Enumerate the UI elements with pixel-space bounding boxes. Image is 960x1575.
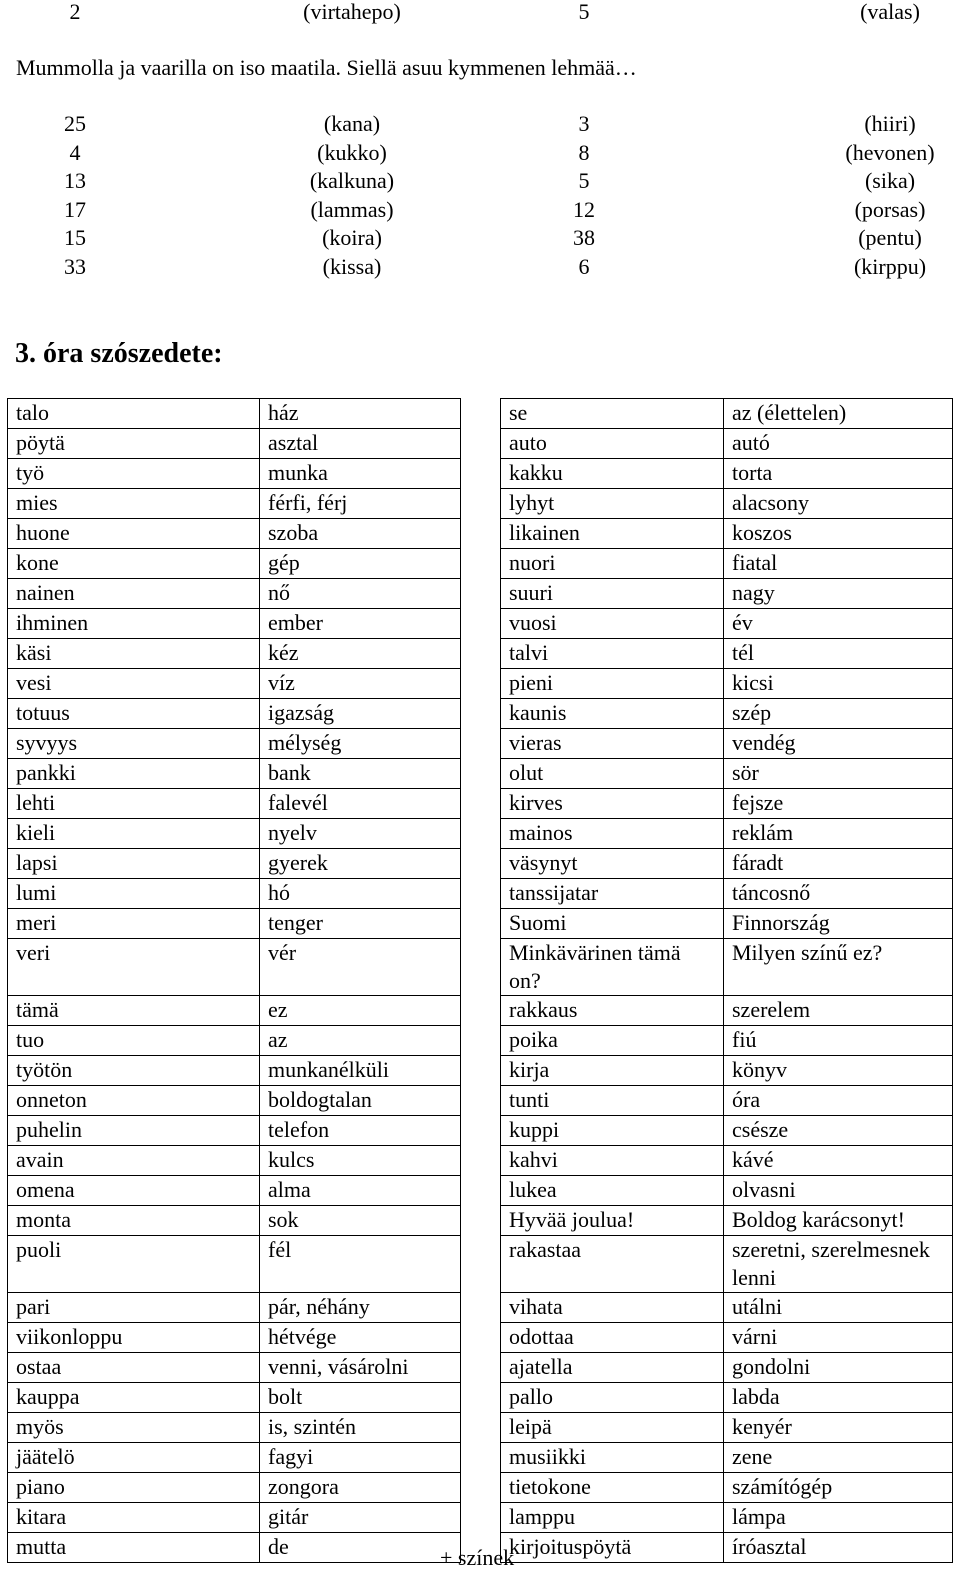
vocab-row [8, 669, 461, 699]
finnish-word: kirja [501, 1056, 724, 1086]
vocab-row [8, 429, 461, 459]
vocab-row [501, 1056, 953, 1086]
finnish-word: puhelin [8, 1116, 260, 1146]
vocab-table-right [500, 398, 953, 1563]
finnish-word: lehti [8, 789, 260, 819]
finnish-word: nuori [501, 549, 724, 579]
finnish-word: Hyvää joulua! [501, 1206, 724, 1236]
vocab-row [501, 789, 953, 819]
hungarian-word: hétvége [260, 1323, 461, 1353]
finnish-word: odottaa [501, 1323, 724, 1353]
hungarian-word: szoba [260, 519, 461, 549]
animal-word: (kana) [323, 111, 381, 136]
finnish-word: poika [501, 1026, 724, 1056]
vocab-row [501, 609, 953, 639]
hungarian-word: szép [724, 699, 953, 729]
count-number: 5 [578, 168, 590, 193]
hungarian-word: sör [724, 759, 953, 789]
vocab-row [8, 579, 461, 609]
animal-word: (hiiri) [864, 111, 916, 136]
hungarian-word: bank [260, 759, 461, 789]
finnish-word: piano [8, 1473, 260, 1503]
finnish-word: vesi [8, 669, 260, 699]
vocab-row [8, 699, 461, 729]
finnish-word: vuosi [501, 609, 724, 639]
hungarian-word: koszos [724, 519, 953, 549]
hungarian-word: vendég [724, 729, 953, 759]
vocab-row [501, 1503, 953, 1533]
footer-note: + színek [440, 1545, 515, 1570]
animal-count-row [0, 167, 960, 195]
hungarian-word: az (élettelen) [724, 399, 953, 429]
finnish-word: lumi [8, 879, 260, 909]
hungarian-word: boldogtalan [260, 1086, 461, 1116]
finnish-word: kone [8, 549, 260, 579]
count-number: 5 [578, 0, 590, 24]
finnish-word: se [501, 399, 724, 429]
vocab-row [8, 1473, 461, 1503]
hungarian-word: kulcs [260, 1146, 461, 1176]
finnish-word: syvyys [8, 729, 260, 759]
hungarian-word: igazság [260, 699, 461, 729]
finnish-word: talvi [501, 639, 724, 669]
hungarian-word: nagy [724, 579, 953, 609]
vocab-row [501, 759, 953, 789]
vocab-row [8, 1206, 461, 1236]
animal-word: (lammas) [310, 197, 394, 222]
hungarian-word: sok [260, 1206, 461, 1236]
vocab-row [8, 1353, 461, 1383]
count-number: 17 [64, 197, 86, 222]
vocab-row [8, 909, 461, 939]
hungarian-word: alma [260, 1176, 461, 1206]
animal-count-row [0, 110, 960, 138]
finnish-word: työtön [8, 1056, 260, 1086]
finnish-word: ihminen [8, 609, 260, 639]
finnish-word: mainos [501, 819, 724, 849]
finnish-word: suuri [501, 579, 724, 609]
finnish-word: tunti [501, 1086, 724, 1116]
finnish-word: rakastaa [501, 1236, 724, 1293]
finnish-word: puoli [8, 1236, 260, 1293]
hungarian-word: reklám [724, 819, 953, 849]
finnish-word: kauppa [8, 1383, 260, 1413]
vocab-row [501, 1146, 953, 1176]
finnish-word: veri [8, 939, 260, 996]
vocab-row [8, 1443, 461, 1473]
hungarian-word: gitár [260, 1503, 461, 1533]
hungarian-word: alacsony [724, 489, 953, 519]
vocab-row [501, 1086, 953, 1116]
vocab-row [501, 819, 953, 849]
finnish-word: musiikki [501, 1443, 724, 1473]
vocab-row [8, 759, 461, 789]
finnish-word: nainen [8, 579, 260, 609]
finnish-word: pankki [8, 759, 260, 789]
hungarian-word: nyelv [260, 819, 461, 849]
count-number: 15 [64, 225, 86, 250]
count-number: 6 [578, 254, 590, 279]
finnish-word: mutta [8, 1533, 260, 1563]
hungarian-word: zongora [260, 1473, 461, 1503]
finnish-word: auto [501, 429, 724, 459]
count-number: 13 [64, 168, 86, 193]
hungarian-word: is, szintén [260, 1413, 461, 1443]
hungarian-word: fejsze [724, 789, 953, 819]
hungarian-word: csésze [724, 1116, 953, 1146]
finnish-word: lukea [501, 1176, 724, 1206]
animal-word: (sika) [864, 168, 916, 193]
vocab-row [8, 1086, 461, 1116]
vocab-row [501, 579, 953, 609]
finnish-word: väsynyt [501, 849, 724, 879]
vocab-row [8, 729, 461, 759]
vocab-row [501, 489, 953, 519]
finnish-word: ajatella [501, 1353, 724, 1383]
finnish-word: huone [8, 519, 260, 549]
vocab-row [8, 399, 461, 429]
vocab-row [8, 789, 461, 819]
finnish-word: myös [8, 1413, 260, 1443]
hungarian-word: szerelem [724, 996, 953, 1026]
hungarian-word: tél [724, 639, 953, 669]
hungarian-word: nő [260, 579, 461, 609]
vocab-row [501, 1473, 953, 1503]
finnish-word: kitara [8, 1503, 260, 1533]
vocab-row [501, 399, 953, 429]
hungarian-word: ember [260, 609, 461, 639]
hungarian-word: munkanélküli [260, 1056, 461, 1086]
vocab-row [501, 669, 953, 699]
count-number: 4 [69, 140, 81, 165]
finnish-word: kirves [501, 789, 724, 819]
animal-count-row [0, 253, 960, 281]
hungarian-word: számítógép [724, 1473, 953, 1503]
vocab-row [501, 996, 953, 1026]
hungarian-word: ház [260, 399, 461, 429]
hungarian-word: munka [260, 459, 461, 489]
hungarian-word: fiú [724, 1026, 953, 1056]
vocab-row [8, 1176, 461, 1206]
animal-word: (hevonen) [845, 140, 935, 165]
hungarian-word: falevél [260, 789, 461, 819]
vocab-row [501, 1293, 953, 1323]
vocab-row [8, 489, 461, 519]
vocab-row [8, 549, 461, 579]
finnish-word: pallo [501, 1383, 724, 1413]
vocab-row [501, 699, 953, 729]
hungarian-word: táncosnő [724, 879, 953, 909]
vocab-row [501, 1116, 953, 1146]
finnish-word: vieras [501, 729, 724, 759]
count-number: 3 [578, 111, 590, 136]
finnish-word: kirjoituspöytä [501, 1533, 724, 1563]
animal-word: (valas) [860, 0, 920, 24]
animal-count-row [0, 224, 960, 252]
vocab-row [501, 1533, 953, 1563]
vocab-row [8, 1503, 461, 1533]
hungarian-word: pár, néhány [260, 1293, 461, 1323]
vocab-row [501, 519, 953, 549]
hungarian-word: víz [260, 669, 461, 699]
finnish-word: totuus [8, 699, 260, 729]
finnish-word: lyhyt [501, 489, 724, 519]
vocab-row [8, 1116, 461, 1146]
hungarian-word: gyerek [260, 849, 461, 879]
finnish-word: pöytä [8, 429, 260, 459]
hungarian-word: kicsi [724, 669, 953, 699]
count-number: 25 [64, 111, 86, 136]
finnish-word: onneton [8, 1086, 260, 1116]
vocab-row [501, 849, 953, 879]
vocab-row [501, 429, 953, 459]
hungarian-word: autó [724, 429, 953, 459]
vocab-row [8, 1323, 461, 1353]
hungarian-word: labda [724, 1383, 953, 1413]
hungarian-word: vér [260, 939, 461, 996]
vocab-row [8, 879, 461, 909]
animal-word: (kukko) [317, 140, 387, 165]
hungarian-word: férfi, férj [260, 489, 461, 519]
vocab-row [8, 1383, 461, 1413]
finnish-word: mies [8, 489, 260, 519]
finnish-word: ostaa [8, 1353, 260, 1383]
vocab-row [8, 1413, 461, 1443]
hungarian-word: Finnország [724, 909, 953, 939]
hungarian-word: tenger [260, 909, 461, 939]
hungarian-word: utálni [724, 1293, 953, 1323]
finnish-word: käsi [8, 639, 260, 669]
finnish-word: monta [8, 1206, 260, 1236]
hungarian-word: kávé [724, 1146, 953, 1176]
hungarian-word: torta [724, 459, 953, 489]
vocab-row [8, 1056, 461, 1086]
finnish-word: tämä [8, 996, 260, 1026]
animal-word: (porsas) [854, 197, 926, 222]
vocab-row [501, 1323, 953, 1353]
hungarian-word: asztal [260, 429, 461, 459]
vocab-row [8, 1236, 461, 1293]
vocab-row [501, 939, 953, 996]
vocab-row [501, 1026, 953, 1056]
finnish-word: lamppu [501, 1503, 724, 1533]
hungarian-word: fél [260, 1236, 461, 1293]
vocab-row [8, 996, 461, 1026]
hungarian-word: könyv [724, 1056, 953, 1086]
vocab-row [8, 849, 461, 879]
hungarian-word: telefon [260, 1116, 461, 1146]
finnish-word: leipä [501, 1413, 724, 1443]
finnish-word: talo [8, 399, 260, 429]
hungarian-word: venni, vásárolni [260, 1353, 461, 1383]
finnish-word: jäätelö [8, 1443, 260, 1473]
animal-word: (kalkuna) [309, 168, 395, 193]
count-number: 33 [64, 254, 86, 279]
hungarian-word: bolt [260, 1383, 461, 1413]
count-number: 8 [578, 140, 590, 165]
vocab-row [501, 1236, 953, 1293]
vocab-row [501, 1353, 953, 1383]
hungarian-word: de [260, 1533, 461, 1563]
finnish-word: omena [8, 1176, 260, 1206]
finnish-word: vihata [501, 1293, 724, 1323]
animal-word: (pentu) [858, 225, 922, 250]
hungarian-word: gondolni [724, 1353, 953, 1383]
finnish-word: olut [501, 759, 724, 789]
hungarian-word: mélység [260, 729, 461, 759]
finnish-word: rakkaus [501, 996, 724, 1026]
hungarian-word: kenyér [724, 1413, 953, 1443]
finnish-word: Minkävärinen tämä on? [501, 939, 724, 996]
vocab-row [501, 1383, 953, 1413]
finnish-word: Suomi [501, 909, 724, 939]
hungarian-word: az [260, 1026, 461, 1056]
vocab-row [8, 639, 461, 669]
vocab-row [501, 879, 953, 909]
vocab-row [8, 519, 461, 549]
finnish-word: työ [8, 459, 260, 489]
hungarian-word: olvasni [724, 1176, 953, 1206]
hungarian-word: fáradt [724, 849, 953, 879]
hungarian-word: hó [260, 879, 461, 909]
hungarian-word: zene [724, 1443, 953, 1473]
finnish-word: tietokone [501, 1473, 724, 1503]
hungarian-word: lámpa [724, 1503, 953, 1533]
hungarian-word: fiatal [724, 549, 953, 579]
hungarian-word: íróasztal [724, 1533, 953, 1563]
vocab-row [501, 1176, 953, 1206]
vocab-row [8, 1146, 461, 1176]
vocab-row [8, 1293, 461, 1323]
finnish-word: kuppi [501, 1116, 724, 1146]
animal-count-row [0, 139, 960, 167]
vocab-row [501, 1206, 953, 1236]
hungarian-word: Boldog karácsonyt! [724, 1206, 953, 1236]
vocab-row [8, 609, 461, 639]
vocab-row [8, 1533, 461, 1563]
intro-sentence: Mummolla ja vaarilla on iso maatila. Siellä asuu kymmenen lehmää… [16, 55, 637, 80]
finnish-word: tanssijatar [501, 879, 724, 909]
vocab-row [501, 549, 953, 579]
count-number: 12 [573, 197, 595, 222]
finnish-word: pieni [501, 669, 724, 699]
animal-word: (kissa) [322, 254, 382, 279]
hungarian-word: gép [260, 549, 461, 579]
finnish-word: kaunis [501, 699, 724, 729]
count-number: 2 [69, 0, 81, 24]
finnish-word: lapsi [8, 849, 260, 879]
finnish-word: viikonloppu [8, 1323, 260, 1353]
vocab-row [501, 459, 953, 489]
animal-word: (virtahepo) [303, 0, 401, 24]
finnish-word: kahvi [501, 1146, 724, 1176]
vocab-row [501, 909, 953, 939]
finnish-word: kakku [501, 459, 724, 489]
vocab-row [501, 1413, 953, 1443]
hungarian-word: Milyen színű ez? [724, 939, 953, 996]
vocab-row [8, 819, 461, 849]
hungarian-word: óra [724, 1086, 953, 1116]
animal-word: (koira) [322, 225, 382, 250]
vocab-table-left [7, 398, 461, 1563]
vocab-row [8, 939, 461, 996]
animal-count-row [0, 196, 960, 224]
vocab-row [501, 639, 953, 669]
finnish-word: tuo [8, 1026, 260, 1056]
animal-word: (kirppu) [853, 254, 927, 279]
count-number: 38 [573, 225, 595, 250]
vocab-row [8, 459, 461, 489]
finnish-word: pari [8, 1293, 260, 1323]
top-count-row [0, 0, 960, 26]
finnish-word: likainen [501, 519, 724, 549]
vocab-row [8, 1026, 461, 1056]
vocab-row [501, 1443, 953, 1473]
hungarian-word: ez [260, 996, 461, 1026]
hungarian-word: kéz [260, 639, 461, 669]
hungarian-word: fagyi [260, 1443, 461, 1473]
finnish-word: avain [8, 1146, 260, 1176]
vocab-row [501, 729, 953, 759]
finnish-word: kieli [8, 819, 260, 849]
vocab-heading: 3. óra szószedete: [15, 338, 223, 369]
finnish-word: meri [8, 909, 260, 939]
hungarian-word: várni [724, 1323, 953, 1353]
hungarian-word: év [724, 609, 953, 639]
hungarian-word: szeretni, szerelmesnek lenni [724, 1236, 953, 1293]
